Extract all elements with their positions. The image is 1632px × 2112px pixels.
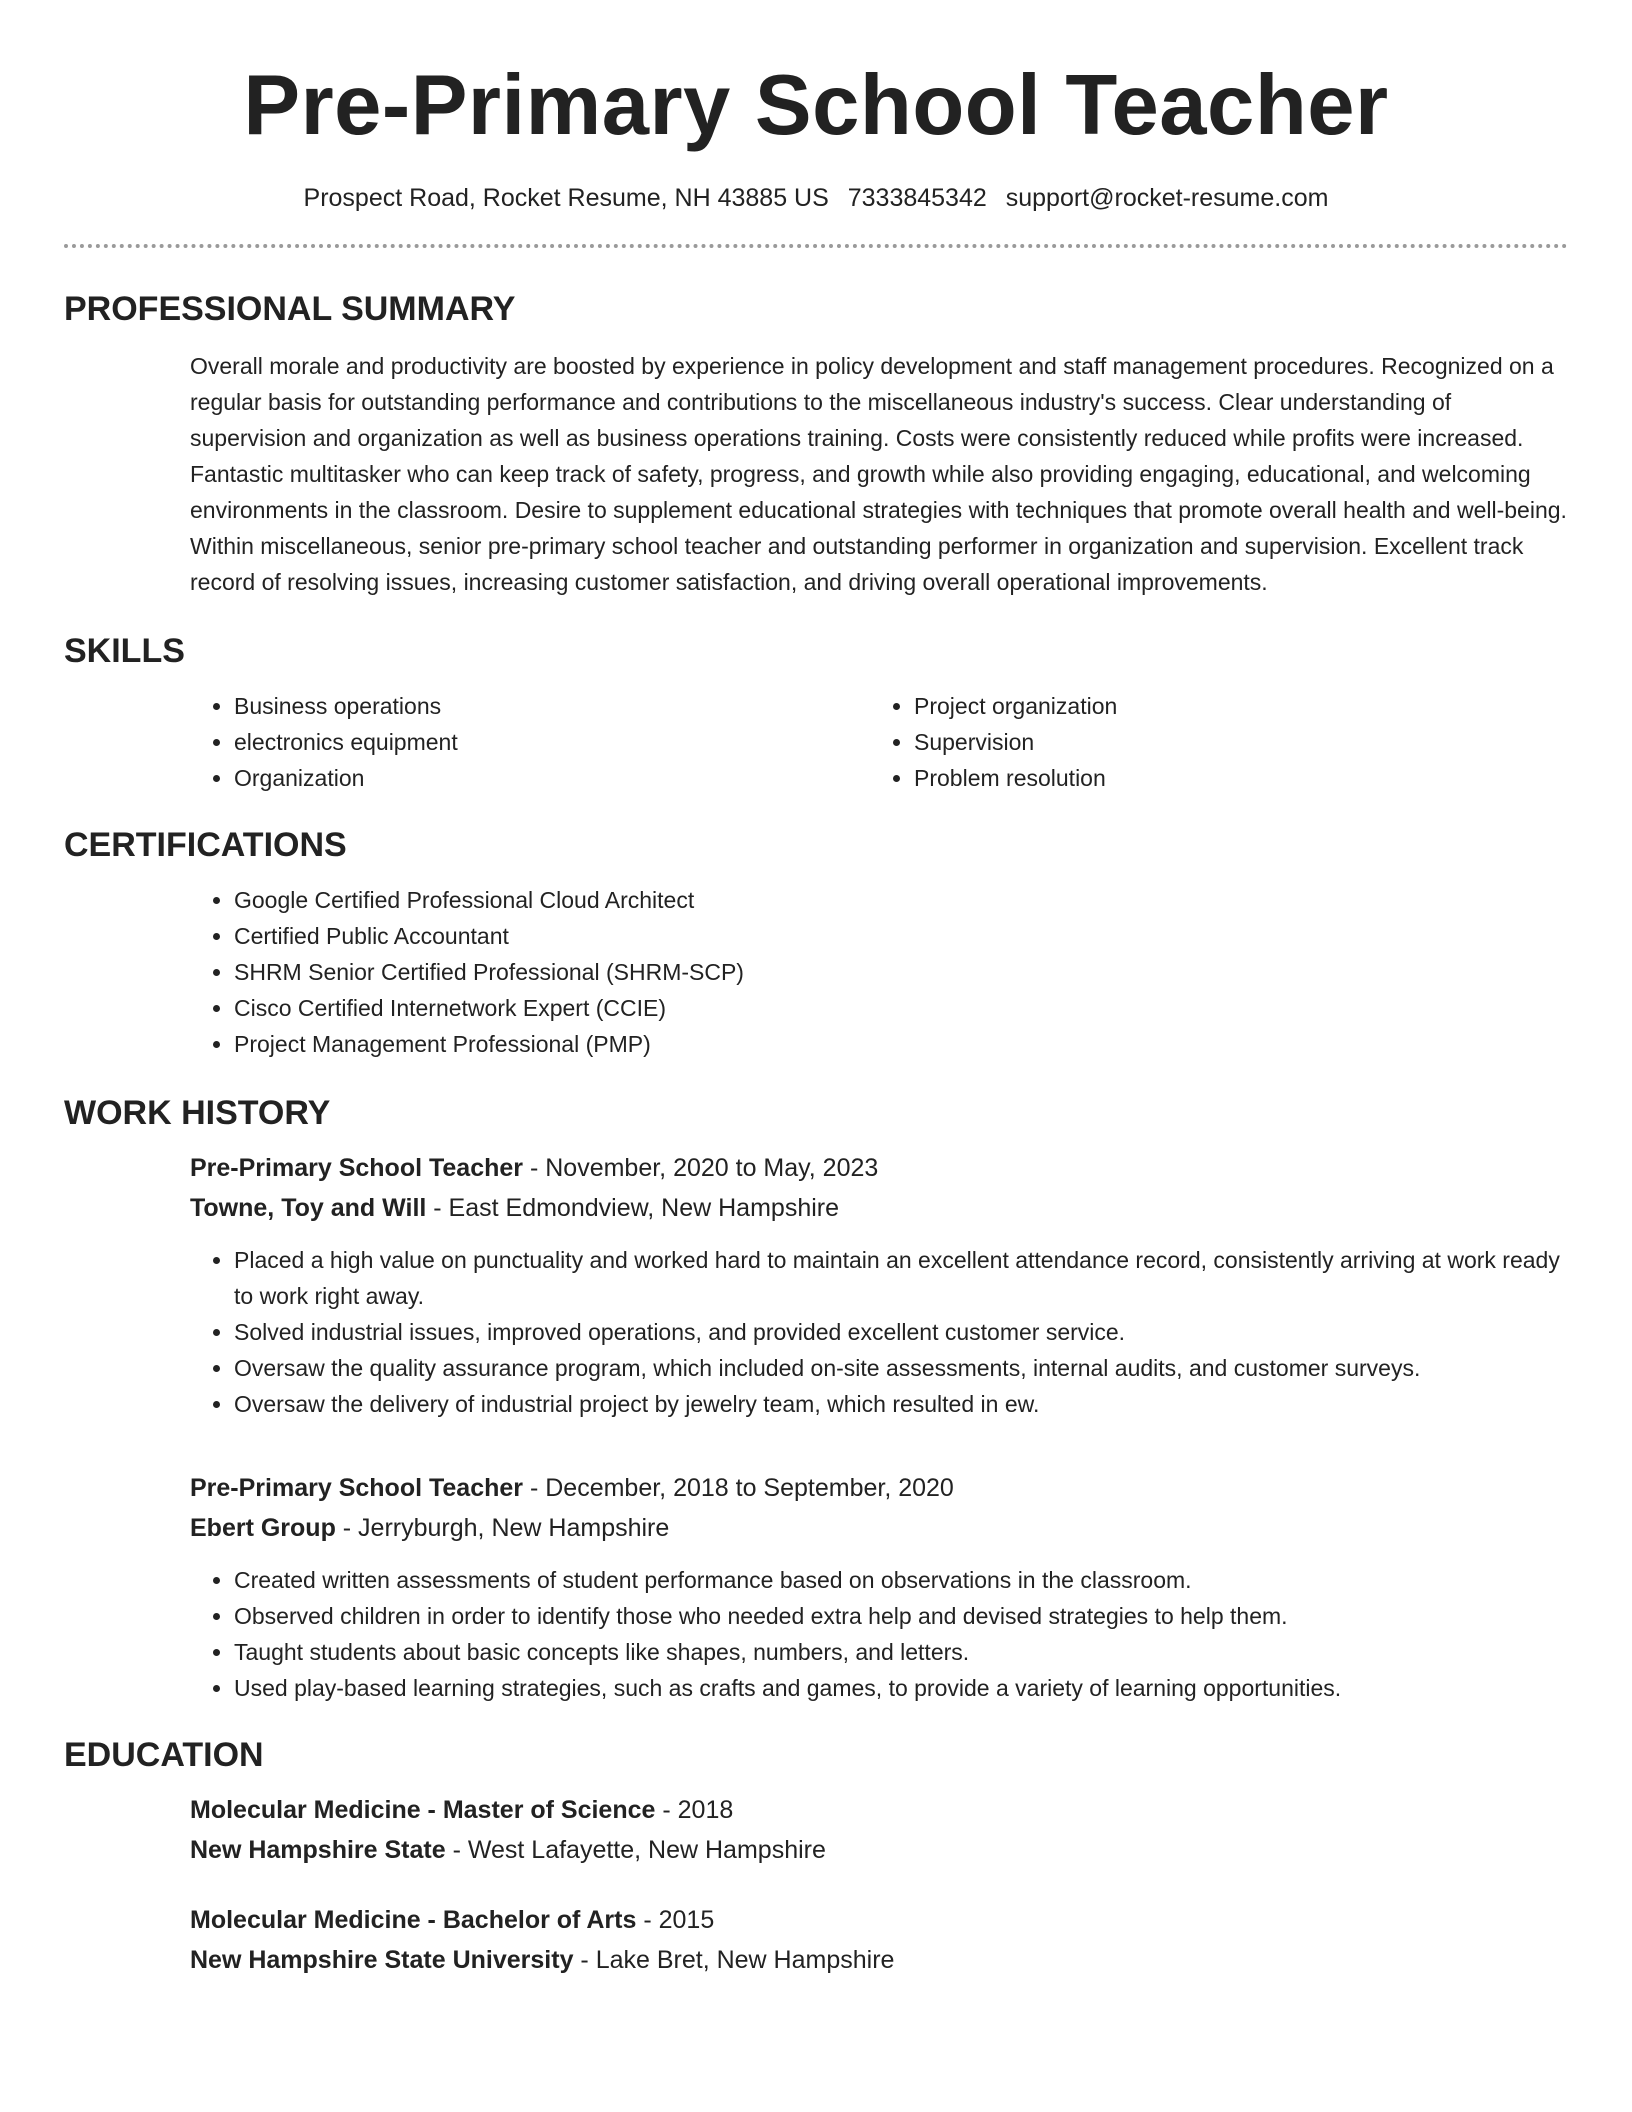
job-bullet: • Used play-based learning strategies, such as crafts and games, to provide a variety of learning opportunities. <box>234 1670 1568 1706</box>
job-dates: - November, 2020 to May, 2023 <box>523 1154 879 1182</box>
education-degree-line <box>190 1790 1568 1830</box>
skill-item: • Problem resolution <box>914 760 1568 796</box>
job-location: - East Edmondview, New Hampshire <box>426 1194 840 1222</box>
work-history-section <box>190 1148 1568 1706</box>
job-company-line <box>190 1188 1568 1228</box>
job-role: Pre-Primary School Teacher <box>190 1154 524 1182</box>
job-bullet: • Placed a high value on punctuality and worked hard to maintain an excellent attendance record, consistently arriving at work ready to work right away. <box>234 1242 1568 1314</box>
education-degree: Molecular Medicine - Bachelor of Arts <box>190 1906 637 1934</box>
summary-text: Overall morale and productivity are boosted by experience in policy development and staff management procedures. Recognized on a regular basis for outstanding performance and contributions to the miscellaneous industry's success. Clear understanding of supervision and organization as well as business operations training. Costs were consistently reduced while profits were increased. Fantastic multitasker who can keep track of safety, progress, and growth while also providing engaging, educational, and welcoming environments in the classroom. Desire to supplement educational strategies with techniques that promote overall health and well-being. Within miscellaneous, senior pre-primary school teacher and outstanding performer in organization and supervision. Excellent track record of resolving issues, increasing customer satisfaction, and driving overall operational improvements. <box>190 353 1567 595</box>
job-company-line <box>190 1508 1568 1548</box>
summary-heading: PROFESSIONAL SUMMARY <box>64 290 516 328</box>
summary-section <box>190 348 1568 600</box>
education-location: - Lake Bret, New Hampshire <box>573 1946 895 1974</box>
contact-phone: 7333845342 <box>847 184 987 212</box>
job-bullets <box>190 1562 1568 1706</box>
job-title-line <box>190 1148 1568 1188</box>
skills-list-right <box>870 688 1568 796</box>
education-heading: EDUCATION <box>64 1736 264 1774</box>
education-school-line <box>190 1830 1568 1870</box>
contact-address: Prospect Road, Rocket Resume, NH 43885 US <box>303 184 829 212</box>
education-entry <box>190 1900 1568 1980</box>
contact-line <box>64 182 1568 214</box>
job-role: Pre-Primary School Teacher <box>190 1474 524 1502</box>
job-bullet: • Oversaw the delivery of industrial project by jewelry team, which resulted in ew. <box>234 1386 1568 1422</box>
education-year: - 2015 <box>636 1906 715 1934</box>
skill-item: • Organization <box>234 760 870 796</box>
job-company: Ebert Group <box>190 1514 336 1542</box>
skill-item: • Supervision <box>914 724 1568 760</box>
education-school: New Hampshire State <box>190 1836 446 1864</box>
certification-item: • SHRM Senior Certified Professional (SHRM-SCP) <box>234 954 1568 990</box>
job-bullet: • Oversaw the quality assurance program, which included on-site assessments, internal audits, and customer surveys. <box>234 1350 1568 1386</box>
contact-email: support@rocket-resume.com <box>1005 184 1329 212</box>
certifications-heading: CERTIFICATIONS <box>64 826 347 864</box>
job-title-line <box>190 1468 1568 1508</box>
education-location: - West Lafayette, New Hampshire <box>445 1836 826 1864</box>
certifications-section <box>190 882 1568 1062</box>
job-bullet: • Taught students about basic concepts like shapes, numbers, and letters. <box>234 1634 1568 1670</box>
education-entry <box>190 1790 1568 1870</box>
skill-item: • Project organization <box>914 688 1568 724</box>
education-degree-line <box>190 1900 1568 1940</box>
job-company: Towne, Toy and Will <box>190 1194 427 1222</box>
certification-item: • Certified Public Accountant <box>234 918 1568 954</box>
certification-item: • Google Certified Professional Cloud Architect <box>234 882 1568 918</box>
certification-item: • Cisco Certified Internetwork Expert (CCIE) <box>234 990 1568 1026</box>
education-year: - 2018 <box>655 1796 734 1824</box>
job-bullet: • Created written assessments of student performance based on observations in the classroom. <box>234 1562 1568 1598</box>
job-location: - Jerryburgh, New Hampshire <box>335 1514 670 1542</box>
resume-name: Pre-Primary School Teacher <box>243 58 1389 153</box>
certification-item: • Project Management Professional (PMP) <box>234 1026 1568 1062</box>
education-section <box>190 1790 1568 1980</box>
job-bullet: • Observed children in order to identify those who needed extra help and devised strategies to help them. <box>234 1598 1568 1634</box>
skills-heading: SKILLS <box>64 632 185 670</box>
job-entry <box>190 1148 1568 1422</box>
skill-item: • electronics equipment <box>234 724 870 760</box>
job-entry <box>190 1468 1568 1706</box>
skills-section <box>190 688 1568 796</box>
education-school-line <box>190 1940 1568 1980</box>
header-divider <box>64 244 1568 248</box>
skills-list-left <box>190 688 870 796</box>
job-bullets <box>190 1242 1568 1422</box>
education-degree: Molecular Medicine - Master of Science <box>190 1796 656 1824</box>
skill-item: • Business operations <box>234 688 870 724</box>
work-history-heading: WORK HISTORY <box>64 1094 331 1132</box>
job-bullet: • Solved industrial issues, improved operations, and provided excellent customer service. <box>234 1314 1568 1350</box>
education-school: New Hampshire State University <box>190 1946 574 1974</box>
certifications-list <box>190 882 1568 1062</box>
job-dates: - December, 2018 to September, 2020 <box>523 1474 954 1502</box>
